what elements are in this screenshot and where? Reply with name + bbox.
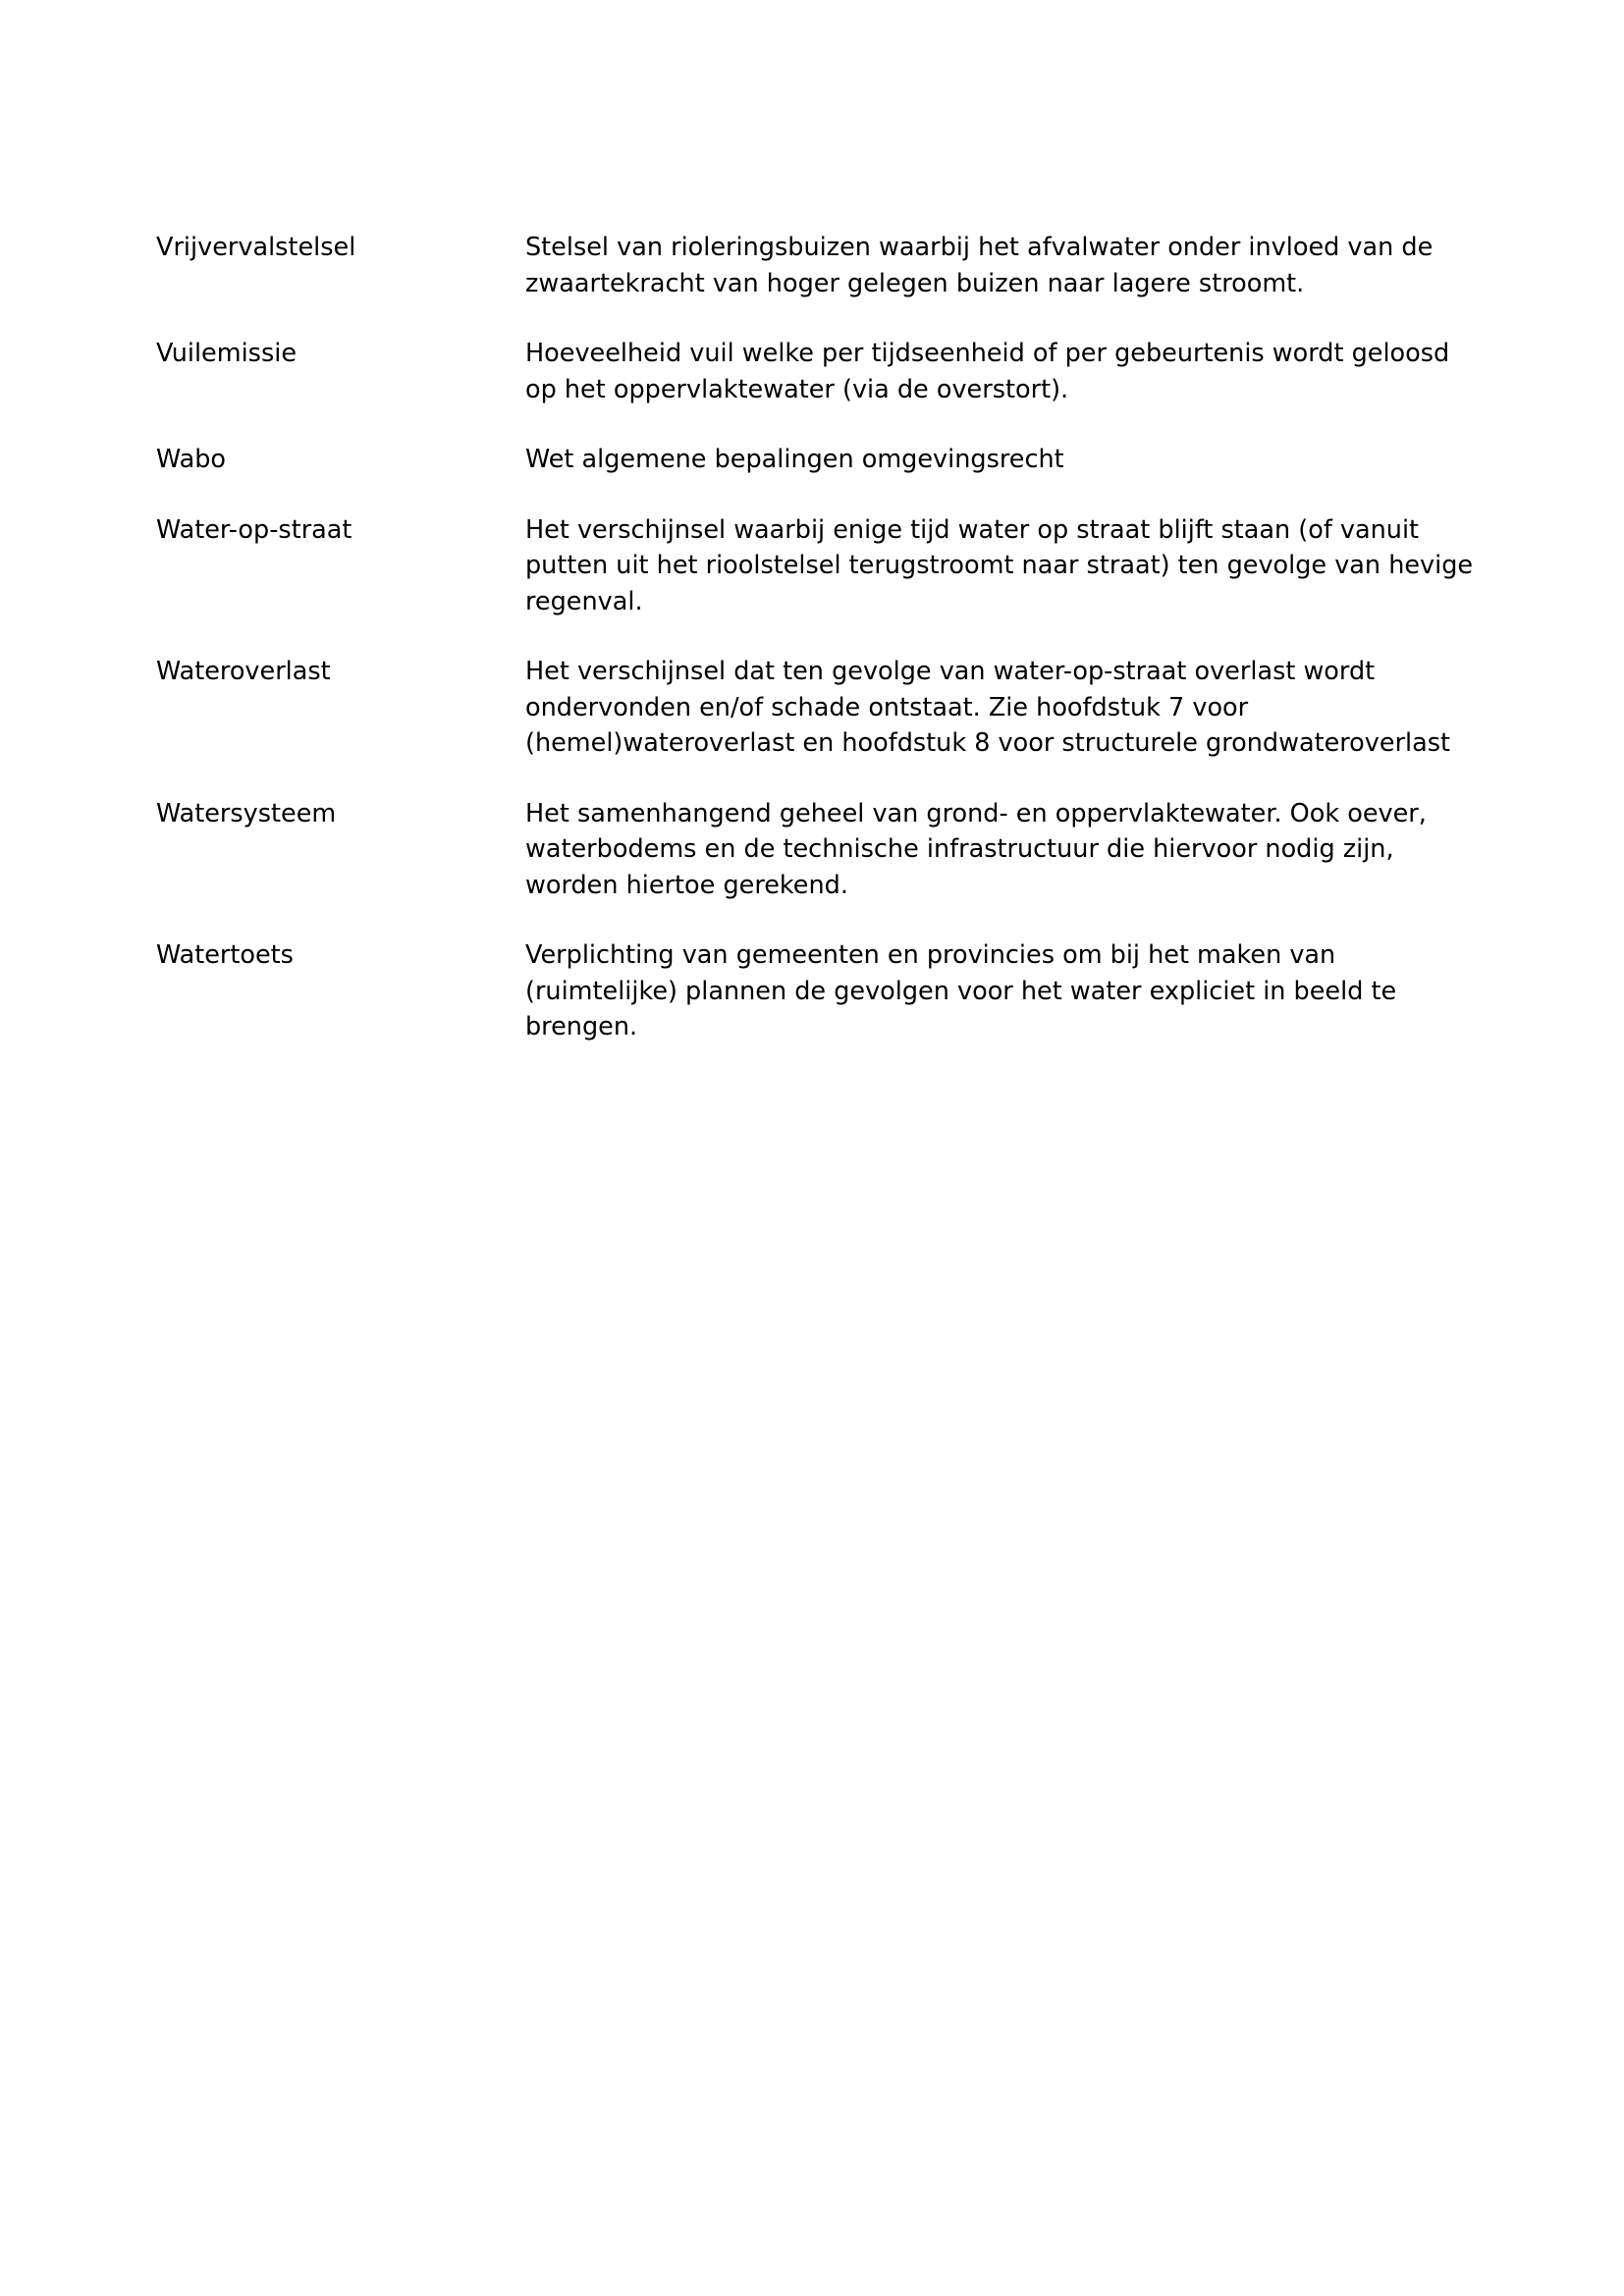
definition-line: Stelsel van rioleringsbuizen waarbij het afvalwater onder invloed van de xyxy=(525,233,1434,262)
definition-line: (ruimtelijke) plannen de gevolgen voor het water expliciet in beeld te xyxy=(525,976,1397,1006)
glossary-entry-watersysteem xyxy=(156,796,1550,904)
definition-line: Het verschijnsel waarbij enige tijd water op straat blijft staan (of vanuit xyxy=(525,514,1420,545)
glossary-term: Vrijvervalstelsel xyxy=(156,233,356,262)
glossary-list xyxy=(156,230,1550,1080)
glossary-entry-wateroverlast xyxy=(156,654,1550,762)
definition-line: Hoeveelheid vuil welke per tijdseenheid of per gebeurtenis wordt geloosd xyxy=(525,339,1450,368)
definition-line: brengen. xyxy=(525,1012,638,1041)
definition-line: waterbodems en de technische infrastructuur die hiervoor nodig zijn, xyxy=(525,834,1394,864)
glossary-term: Watertoets xyxy=(156,940,294,970)
glossary-entry-water-op-straat xyxy=(156,512,1550,620)
definition-line: worden hiertoe gerekend. xyxy=(525,870,848,900)
glossary-entry-watertoets xyxy=(156,937,1550,1045)
glossary-term: Watersysteem xyxy=(156,798,337,828)
glossary-definition xyxy=(525,937,1550,1045)
glossary-definition xyxy=(525,336,1550,407)
definition-line: putten uit het rioolstelsel terugstroomt naar straat) ten gevolge van hevige xyxy=(525,551,1474,580)
glossary-definition xyxy=(525,512,1550,620)
definition-line: Wet algemene bepalingen omgevingsrecht xyxy=(525,445,1064,474)
glossary-term: Water-op-straat xyxy=(156,514,352,545)
glossary-entry-vuilemissie xyxy=(156,336,1550,407)
definition-line: Het verschijnsel dat ten gevolge van water-op-straat overlast wordt xyxy=(525,657,1376,686)
definition-line: zwaartekracht van hoger gelegen buizen naar lagere stroomt. xyxy=(525,268,1305,298)
definition-line: ondervonden en/of schade ontstaat. Zie hoofdstuk 7 voor xyxy=(525,692,1249,722)
glossary-entry-vrijvervalstelsel xyxy=(156,230,1550,301)
glossary-definition xyxy=(525,442,1550,478)
definition-line: (hemel)wateroverlast en hoofdstuk 8 voor structurele grondwateroverlast xyxy=(525,728,1451,758)
glossary-term: Wabo xyxy=(156,445,226,474)
definition-line: op het oppervlaktewater (via de overstort). xyxy=(525,374,1069,404)
glossary-definition xyxy=(525,796,1550,904)
glossary-definition xyxy=(525,654,1550,762)
definition-line: Het samenhangend geheel van grond- en oppervlaktewater. Ook oever, xyxy=(525,798,1427,828)
definition-line: regenval. xyxy=(525,586,643,616)
glossary-term: Wateroverlast xyxy=(156,657,331,686)
glossary-entry-wabo xyxy=(156,442,1550,478)
definition-line: Verplichting van gemeenten en provincies om bij het maken van xyxy=(525,940,1336,970)
glossary-term: Vuilemissie xyxy=(156,339,298,368)
glossary-definition xyxy=(525,230,1550,301)
